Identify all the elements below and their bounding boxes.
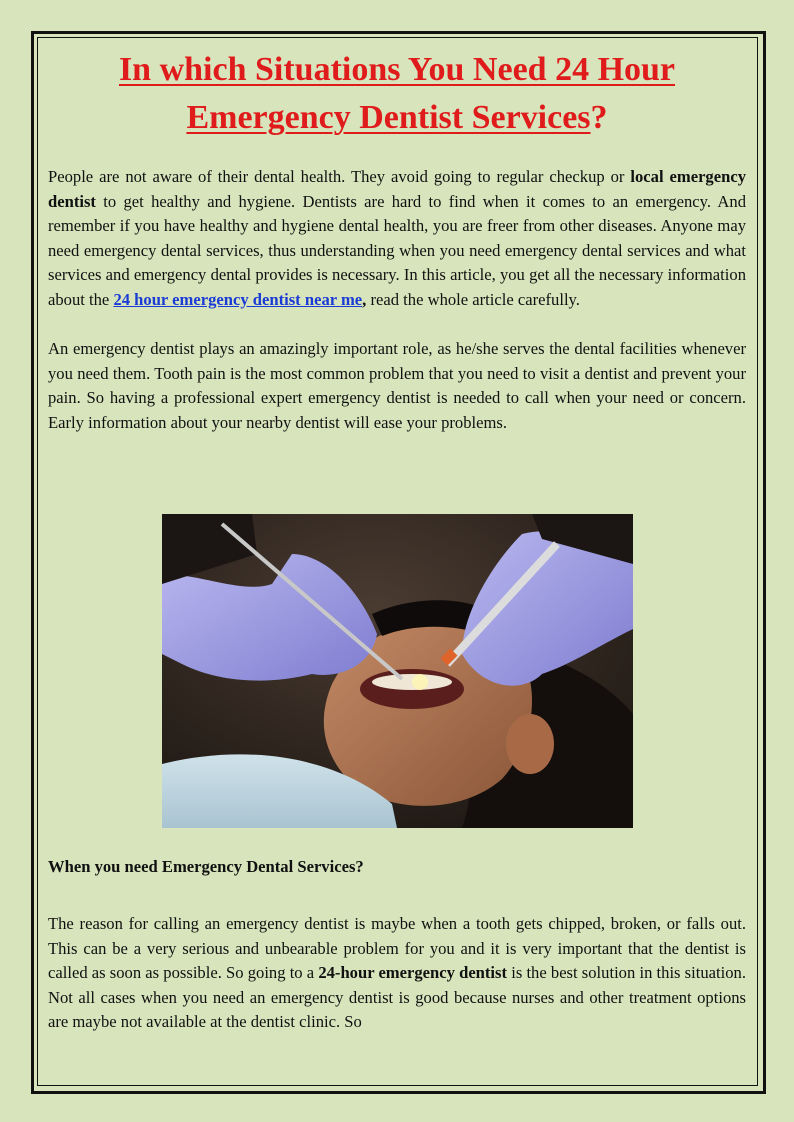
intro-text-2: to get healthy and hygiene. Dentists are hard to find when it comes to an emergency. And remember if you have healthy and hygiene dental health, you are freer from other diseases. Anyone may need emergency dental services, thus understanding when you need emergency dental services and what services and emergency dental provides is necessary. In this article, you get all the necessary information about the [48,191,746,309]
reason-bold-keyword: 24-hour emergency dentist [318,963,508,982]
title-question-mark: ? [590,99,608,136]
reason-text-1: The reason for calling an emergency dentist is maybe when a tooth gets chipped, broken, or falls out. This can be a very serious and unbearable problem for you and it is very important that the dentist is called as soon as possible. So going to a [48,914,746,982]
role-paragraph: An emergency dentist plays an amazingly important role, as he/she serves the dental facilities whenever you need them. Tooth pain is the most common problem that you need to visit a dentist and prevent your pain. So having a professional expert emergency dentist is needed to call when your need or concern. Early information about your nearby dentist will ease your problems. [48,339,746,432]
reason-text-2: is the best solution in this situation. Not all cases when you need an emergency dentist is good because nurses and other treatment options are maybe not available at the dentist clinic. So [48,963,746,1031]
intro-text-1: People are not aware of their dental health. They avoid going to regular checkup or [48,167,631,186]
reason-paragraph [48,912,746,1035]
intro-paragraph [48,165,746,312]
dental-exam-illustration [162,514,633,828]
intro-bold-keyword: local emergency dentist [48,167,746,211]
dental-exam-photo [162,514,633,828]
title-line-2: Emergency Dentist Services [186,99,591,136]
intro-comma: , [362,289,367,309]
intro-text-3: read the whole article carefully. [366,289,580,309]
article-title [48,46,746,142]
title-line-1: In which Situations You Need 24 Hour [118,51,676,88]
section-heading: When you need Emergency Dental Services? [48,857,364,876]
article-body [48,46,746,435]
emergency-dentist-link[interactable]: 24 hour emergency dentist near me [113,289,363,309]
